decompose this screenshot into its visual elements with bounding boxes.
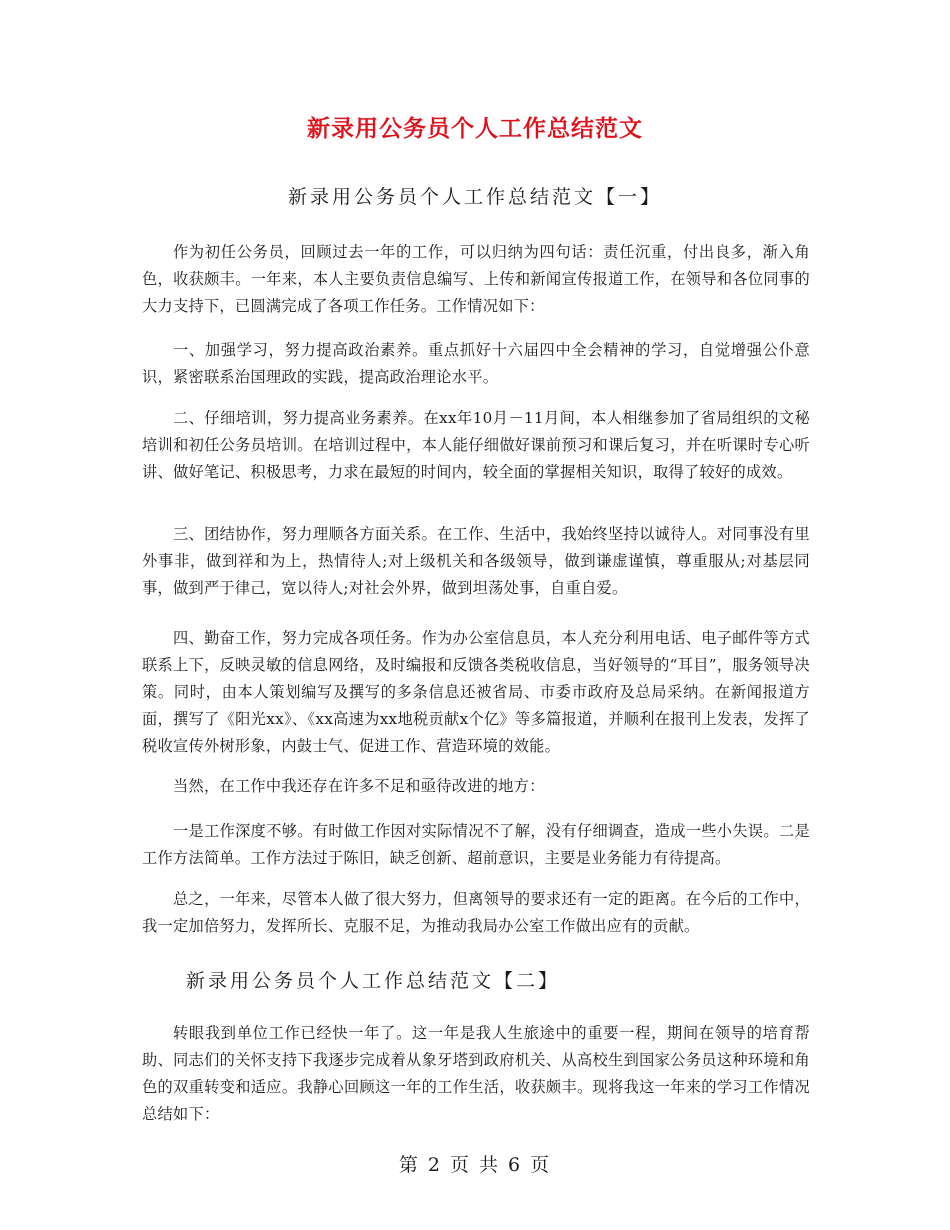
paragraph: 一、加强学习，努力提高政治素养。重点抓好十六届四中全会精神的学习，自觉增强公仆意识，紧密联系治国理政的实践，提高政治理论水平。: [142, 341, 810, 386]
paragraph: 总之，一年来，尽管本人做了很大努力，但离领导的要求还有一定的距离。在今后的工作中，我一定加倍努力，发挥所长、克服不足，为推动我局办公室工作做出应有的贡献。: [142, 890, 810, 935]
section-heading-1: 新录用公务员个人工作总结范文【一】: [287, 186, 662, 208]
page-footer: 第 2 页 共 6 页: [398, 1154, 552, 1176]
paragraph: 一是工作深度不够。有时做工作因对实际情况不了解，没有仔细调查，造成一些小失误。二是工作方法简单。工作方法过于陈旧，缺乏创新、超前意识，主要是业务能力有待提高。: [142, 822, 810, 867]
paragraph: 四、勤奋工作，努力完成各项任务。作为办公室信息员，本人充分利用电话、电子邮件等方式联系上下，反映灵敏的信息网络，及时编报和反馈各类税收信息，当好领导的“耳目”，服务领导决策。同时，由本人策划编写及撰写的多条信息还被省局、市委市政府及总局采纳。在新闻报道方面，撰写了《阳光xx》、《xx高速为xx地税贡献x个亿》等多篇报道，并顺利在报刊上发表，发挥了税收宣传外树形象，内鼓士气、促进工作、营造环境的效能。: [142, 629, 810, 755]
paragraph: 作为初任公务员，回顾过去一年的工作，可以归纳为四句话：责任沉重，付出良多，渐入角色，收获颇丰。一年来，本人主要负责信息编写、上传和新闻宣传报道工作，在领导和各位同事的大力支持下，已圆满完成了各项工作任务。工作情况如下：: [142, 243, 810, 315]
paragraph: 三、团结协作，努力理顺各方面关系。在工作、生活中，我始终坚持以诚待人。对同事没有里外事非，做到祥和为上，热情待人;对上级机关和各级领导，做到谦虚谨慎，尊重服从;对基层同事，做到严于律己，宽以待人;对社会外界，做到坦荡处事，自重自爱。: [142, 525, 810, 597]
paragraph: 二、仔细培训，努力提高业务素养。在xx年10月－11月间，本人相继参加了省局组织的文秘培训和初任公务员培训。在培训过程中，本人能仔细做好课前预习和课后复习，并在听课时专心听讲、做好笔记、积极思考，力求在最短的时间内，较全面的掌握相关知识，取得了较好的成效。: [142, 409, 810, 481]
document-title: 新录用公务员个人工作总结范文: [307, 115, 643, 142]
paragraph: 转眼我到单位工作已经快一年了。这一年是我人生旅途中的重要一程，期间在领导的培育帮助、同志们的关怀支持下我逐步完成着从象牙塔到政府机关、从高校生到国家公务员这种环境和角色的双重转变和适应。我静心回顾这一年的工作生活，收获颇丰。现将我这一年来的学习工作情况总结如下：: [142, 1024, 810, 1123]
paragraph: 当然，在工作中我还存在许多不足和亟待改进的地方：: [173, 777, 545, 795]
section-heading-2: 新录用公务员个人工作总结范文【二】: [186, 970, 561, 992]
